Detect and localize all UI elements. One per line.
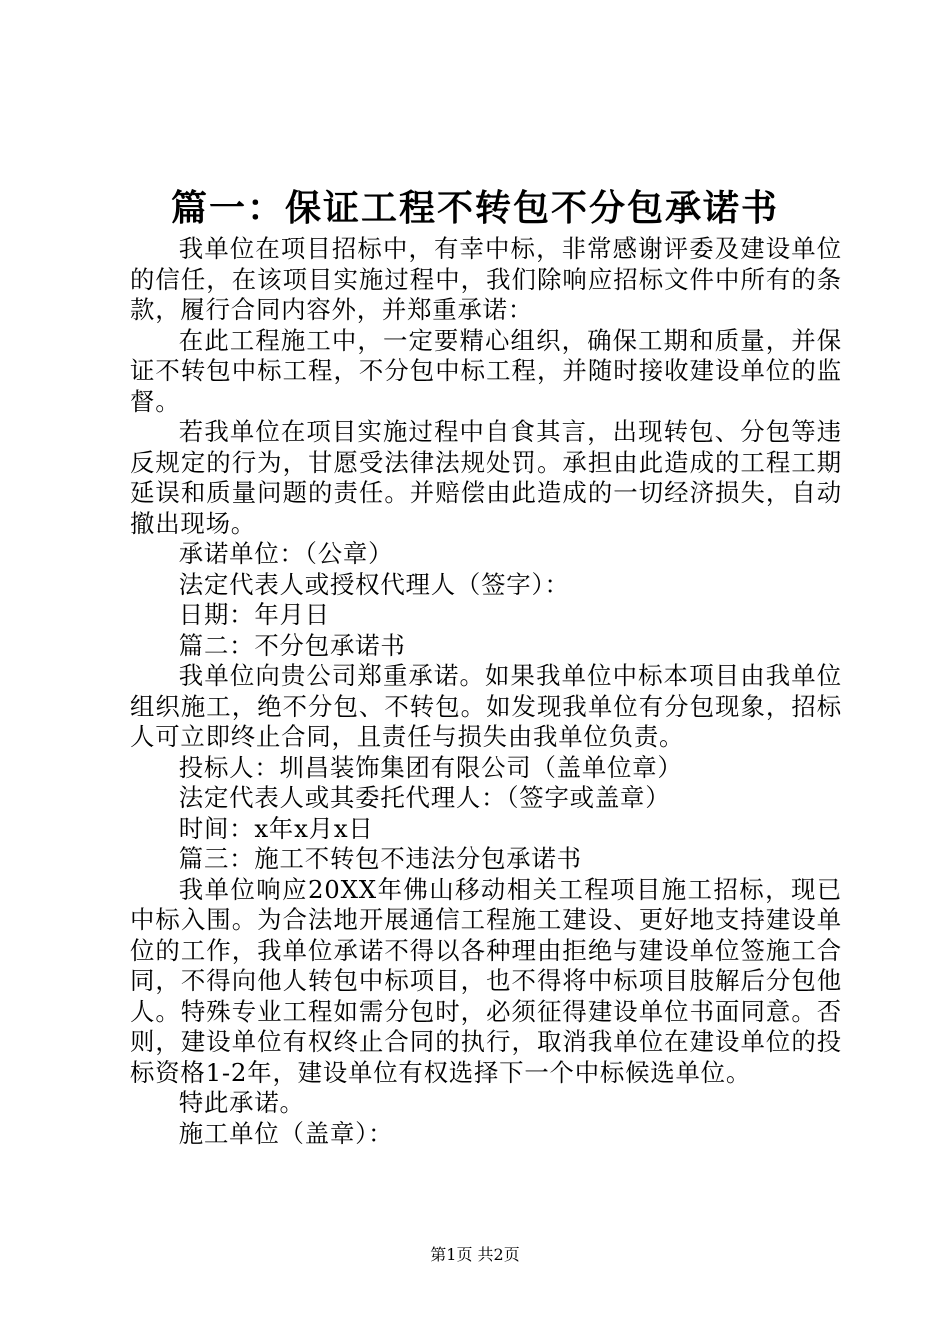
paragraph: 法定代表人或授权代理人（签字）： <box>178 569 570 599</box>
page-footer: 第1页 共2页 <box>430 1245 520 1264</box>
section-heading: 篇三：施工不转包不违法分包承诺书 <box>178 844 582 873</box>
paragraph: 我单位在项目招标中，有幸中标，非常感谢评委及建设单位的信任，在该项目实施过程中，我们除响应招标文件中所有的条款，履行合同内容外，并郑重承诺： <box>130 234 842 324</box>
paragraph: 投标人：圳昌装饰集团有限公司（盖单位章） <box>178 752 683 782</box>
paragraph: 施工单位（盖章）： <box>178 1118 394 1148</box>
paragraph: 若我单位在项目实施过程中自食其言，出现转包、分包等违反规定的行为，甘愿受法律法规处罚。承担由此造成的工程工期延误和质量问题的责任。并赔偿由此造成的一切经济损失，自动撤出现场。 <box>130 417 842 538</box>
document-body <box>130 234 842 1149</box>
paragraph: 时间：x年x月x日 <box>178 813 374 843</box>
paragraph: 法定代表人或其委托代理人：（签字或盖章） <box>178 783 671 812</box>
paragraph: 特此承诺。 <box>178 1088 305 1117</box>
paragraph: 我单位向贵公司郑重承诺。如果我单位中标本项目由我单位组织施工，绝不分包、不转包。如发现我单位有分包现象，招标人可立即终止合同，且责任与损失由我单位负责。 <box>130 661 842 751</box>
paragraph: 我单位响应20XX年佛山移动相关工程项目施工招标，现已中标入围。为合法地开展通信工程施工建设、更好地支持建设单位的工作，我单位承诺不得以各种理由拒绝与建设单位签施工合同，不得向他人转包中标项目，也不得将中标项目肢解后分包他人。特殊专业工程如需分包时，必须征得建设单位书面同意。否则，建设单位有权终止合同的执行，取消我单位在建设单位的投标资格1-2年，建设单位有权选择下一个中标候选单位。 <box>130 874 842 1087</box>
paragraph: 在此工程施工中，一定要精心组织，确保工期和质量，并保证不转包中标工程，不分包中标工程，并随时接收建设单位的监督。 <box>130 325 842 416</box>
paragraph: 日期：年月日 <box>178 600 330 629</box>
section-heading: 篇二：不分包承诺书 <box>178 630 406 660</box>
document-title: 篇一：保证工程不转包不分包承诺书 <box>170 187 779 229</box>
paragraph: 承诺单位：（公章） <box>178 539 394 568</box>
